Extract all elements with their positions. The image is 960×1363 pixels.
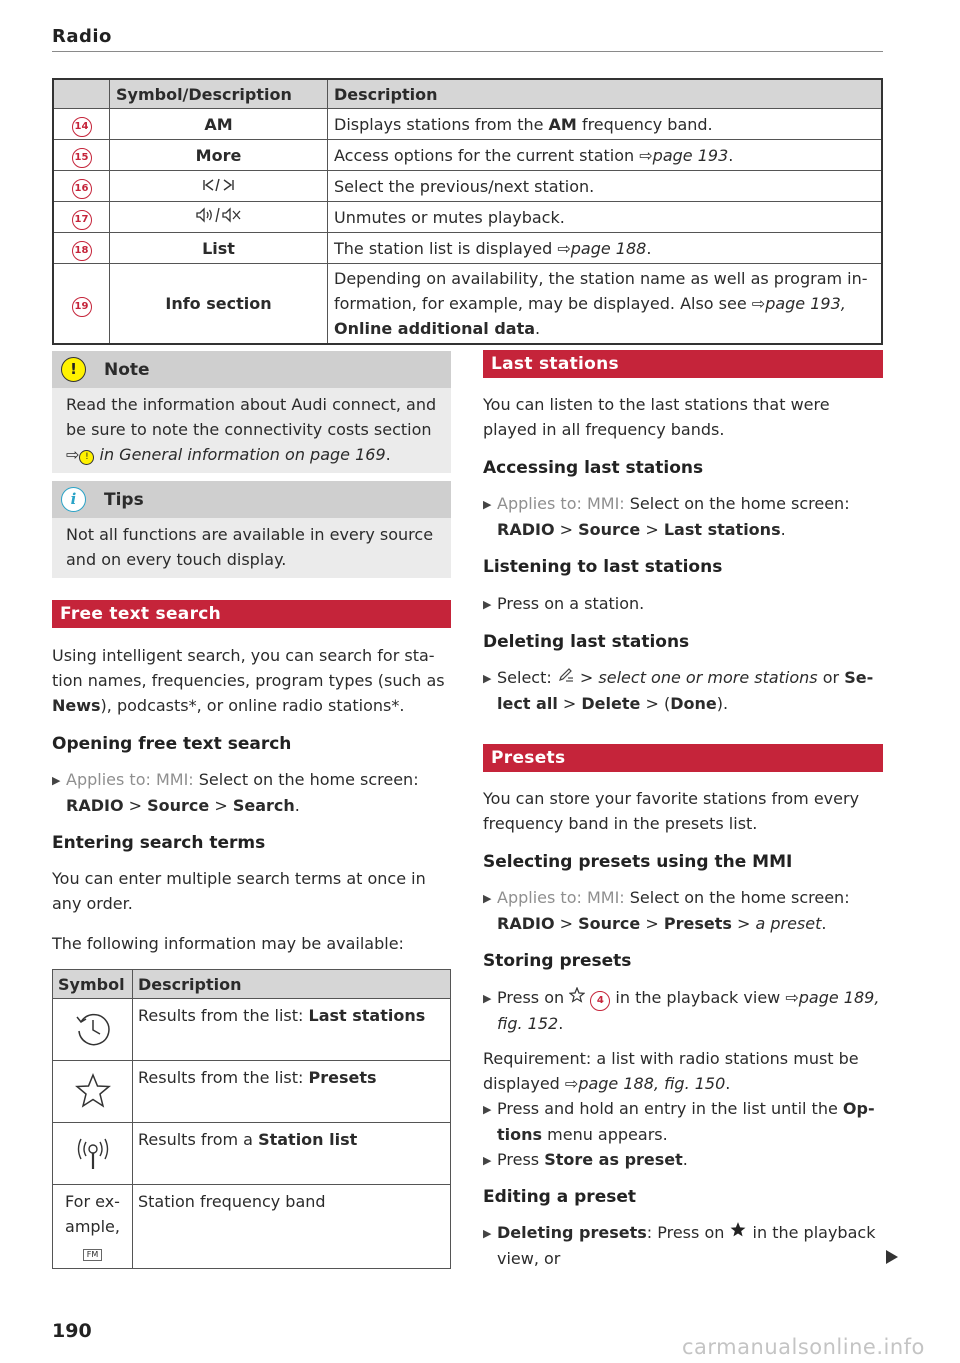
bullet-icon: ▶ — [483, 498, 492, 511]
arrow-icon: ⇨ — [66, 445, 80, 464]
star-icon — [53, 1061, 133, 1123]
radio-controls-table — [52, 78, 883, 345]
frequency-band-cell: For ex- ample, FM — [53, 1185, 133, 1269]
warning-ref-icon: ! — [79, 450, 94, 465]
description-cell: Station frequency band — [133, 1185, 451, 1269]
entering-text: You can enter multiple search terms at once in any order. — [52, 869, 426, 913]
storing-step: ▶ Press on 4 in the playback view ⇨page 189, fig. 152. — [483, 988, 880, 1033]
accessing-step: ▶ Applies to: MMI: Select on the home screen: RADIO > Source > Last stations. — [483, 494, 850, 539]
arrow-icon: ⇨ — [557, 238, 571, 258]
table-header-symbol: Symbol — [53, 970, 133, 999]
presets-intro: You can store your favorite stations from every frequency band in the presets list. — [483, 789, 860, 833]
last-stations-intro: You can listen to the last stations that were played in all frequency bands. — [483, 395, 830, 439]
header-divider — [52, 51, 883, 52]
description-cell: Depending on availability, the station name as well as program in- formation, for example, may be displayed. Also see ⇨page 193, Online additional data. — [328, 264, 883, 345]
star-filled-icon — [729, 1223, 747, 1242]
section-header-presets: Presets — [483, 744, 883, 772]
heading-storing-presets: Storing presets — [483, 951, 632, 971]
section-header-last-stations: Last stations — [483, 350, 883, 378]
table-row — [53, 1123, 451, 1185]
table-row — [53, 1185, 451, 1269]
bullet-icon: ▶ — [483, 1154, 492, 1167]
callout-number: 18 — [72, 241, 92, 261]
description-cell: Select the previous/next station. — [328, 171, 883, 202]
arrow-icon: ⇨ — [564, 1074, 579, 1093]
table-header-symbol: Symbol/Description — [110, 79, 328, 109]
following-info-text: The following information may be available: — [52, 934, 404, 953]
table-header-row — [53, 79, 882, 109]
page-link[interactable]: page 193, — [765, 294, 846, 313]
antenna-icon — [53, 1123, 133, 1185]
note-body: Read the information about Audi connect, and be sure to note the connectivity costs section ⇨ ! in General information on page 169. — [66, 395, 437, 464]
page-link[interactable]: page 193 — [652, 145, 729, 165]
mute-unmute-icon — [110, 202, 328, 233]
page-header-title: Radio — [52, 26, 112, 47]
note-box — [52, 351, 451, 473]
opening-step: ▶ Applies to: MMI: Select on the home screen: RADIO > Source > Search. — [52, 770, 419, 815]
arrow-icon: ⇨ — [751, 294, 766, 313]
selecting-presets-step: ▶ Applies to: MMI: Select on the home screen: RADIO > Source > Presets > a preset. — [483, 888, 850, 933]
page-link[interactable]: page 188, fig. 150 — [578, 1074, 726, 1093]
symbol-cell: Info section — [110, 264, 328, 345]
callout-number: 14 — [72, 117, 92, 137]
table-row — [53, 171, 882, 202]
exclamation-icon: ! — [61, 357, 86, 382]
bullet-icon: ▶ — [483, 598, 492, 611]
clock-icon — [53, 999, 133, 1061]
callout-number: 17 — [72, 210, 92, 230]
continue-arrow-icon — [886, 1250, 898, 1264]
figure-link[interactable]: fig. 152 — [497, 1014, 559, 1033]
bullet-icon: ▶ — [483, 1103, 492, 1116]
symbol-cell: More — [110, 140, 328, 171]
bullet-icon: ▶ — [483, 892, 492, 905]
callout-number: 15 — [72, 148, 92, 168]
bullet-icon: ▶ — [483, 992, 492, 1005]
description-cell: Results from the list: Presets — [133, 1061, 451, 1123]
page-link[interactable]: in General information on page 169 — [99, 445, 386, 464]
symbol-cell: AM — [110, 109, 328, 140]
bullet-icon: ▶ — [52, 774, 61, 787]
arrow-icon: ⇨ — [639, 145, 653, 165]
table-row — [53, 109, 882, 140]
table-header-description: Description — [133, 970, 451, 999]
table-header-description: Description — [328, 79, 883, 109]
deleting-step: ▶ Select: > select one or more stations or Se- lect all > Delete > (Done). — [483, 668, 874, 713]
section-header-free-text-search: Free text search — [52, 600, 451, 628]
watermark: carmanualsonline.info — [682, 1335, 925, 1359]
bullet-icon: ▶ — [483, 672, 492, 685]
description-cell: Displays stations from the AM frequency band. — [328, 109, 883, 140]
page-link[interactable]: page 189, — [798, 988, 880, 1007]
requirement-text: Requirement: a list with radio stations must be displayed ⇨page 188, fig. 150. ▶ Press and hold an entry in the list until the Op- tions menu appears. ▶ Press Store as preset. — [483, 1046, 893, 1173]
description-cell: Unmutes or mutes playback. — [328, 202, 883, 233]
tips-body: Not all functions are available in every source and on every touch display. — [66, 525, 434, 569]
description-cell: Access options for the current station ⇨page 193. — [328, 140, 883, 171]
heading-deleting-last-stations: Deleting last stations — [483, 632, 690, 652]
table-row — [53, 202, 882, 233]
callout-number: 4 — [590, 991, 610, 1011]
callout-number: 16 — [72, 179, 92, 199]
description-cell: Results from a Station list — [133, 1123, 451, 1185]
table-row — [53, 1061, 451, 1123]
page-link[interactable]: page 188 — [570, 238, 647, 258]
table-row — [53, 264, 882, 345]
tips-box — [52, 481, 451, 578]
bullet-icon: ▶ — [483, 1227, 492, 1240]
table-row — [53, 999, 451, 1061]
listening-step: ▶ Press on a station. — [483, 591, 644, 617]
description-cell: Results from the list: Last stations — [133, 999, 451, 1061]
table-header-row — [53, 970, 451, 999]
heading-editing-a-preset: Editing a preset — [483, 1187, 636, 1207]
heading-listening-to-last-stations: Listening to last stations — [483, 557, 723, 577]
star-outline-icon — [569, 988, 585, 1007]
heading-accessing-last-stations: Accessing last stations — [483, 458, 704, 478]
editing-step: ▶ Deleting presets: Press on in the playback view, or — [483, 1223, 876, 1268]
free-text-intro: Using intelligent search, you can search for sta- tion names, frequencies, program types (such as News), podcasts*, or online radio stations*. — [52, 646, 445, 715]
description-cell: The station list is displayed ⇨page 188. — [328, 233, 883, 264]
page-number: 190 — [52, 1320, 92, 1342]
note-title: Note — [104, 360, 150, 380]
info-icon: i — [61, 487, 86, 512]
table-row — [53, 233, 882, 264]
tips-header — [52, 481, 451, 518]
edit-pencil-icon — [557, 668, 575, 687]
arrow-icon: ⇨ — [785, 988, 799, 1007]
callout-number: 19 — [72, 297, 92, 317]
table-row — [53, 140, 882, 171]
heading-entering-search-terms: Entering search terms — [52, 833, 266, 853]
heading-selecting-presets: Selecting presets using the MMI — [483, 852, 793, 872]
search-results-symbol-table — [52, 969, 451, 1269]
tips-title: Tips — [104, 490, 144, 510]
note-header — [52, 351, 451, 388]
fm-badge-icon: FM — [83, 1249, 103, 1261]
skip-prev-next-icon — [110, 171, 328, 202]
symbol-cell: List — [110, 233, 328, 264]
heading-opening-free-text-search: Opening free text search — [52, 734, 292, 754]
